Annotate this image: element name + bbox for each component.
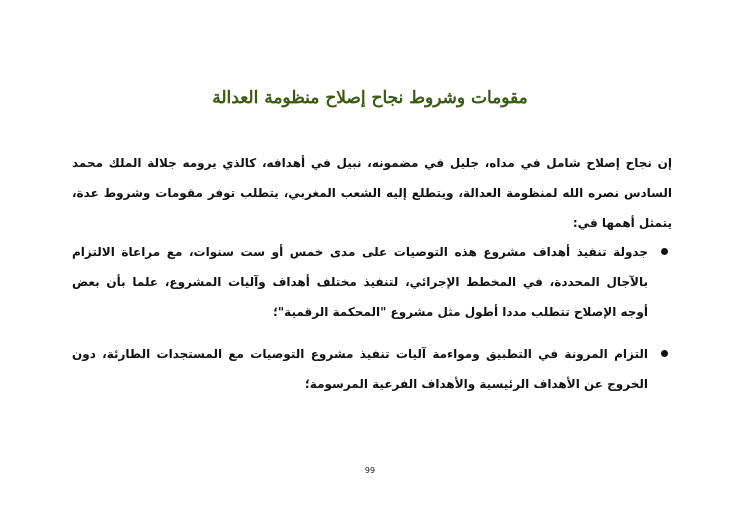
- bullet-icon: [661, 248, 668, 255]
- page-number: 99: [364, 466, 376, 475]
- bullet-icon: [661, 350, 668, 357]
- bullet-item: [72, 237, 672, 327]
- bullet-text: جدولة تنفيذ أهداف مشروع هذه التوصيات على مدى خمس أو ست سنوات، مع مراعاة الالتزام بالآجال المحددة، في المخطط الإجرائي، لتنفيذ مختلف أهداف وآليات المشروع، علما بأن بعض أوجه الإصلاح تتطلب مددا أطول مثل مشروع "المحكمة الرقمية"؛: [72, 245, 648, 319]
- page-title: مقومات وشروط نجاح إصلاح منظومة العدالة: [212, 88, 528, 108]
- bullet-text: التزام المرونة في التطبيق ومواءمة آليات تنفيذ مشروع التوصيات مع المستجدات الطارئة، دون الخروج عن الأهداف الرئيسية والأهداف الفرعية المرسومة؛: [72, 347, 648, 391]
- bullet-item: [72, 339, 672, 399]
- bullet-list: [72, 237, 672, 411]
- intro-paragraph: إن نجاح إصلاح شامل في مداه، جليل في مضمونه، نبيل في أهدافه، كالذي يرومه جلالة الملك محمد السادس نصره الله لمنظومة العدالة، ويتطلع إليه الشعب المغربي، يتطلب توفر مقومات وشروط عدة، يتمثل أهمها في:: [72, 156, 672, 230]
